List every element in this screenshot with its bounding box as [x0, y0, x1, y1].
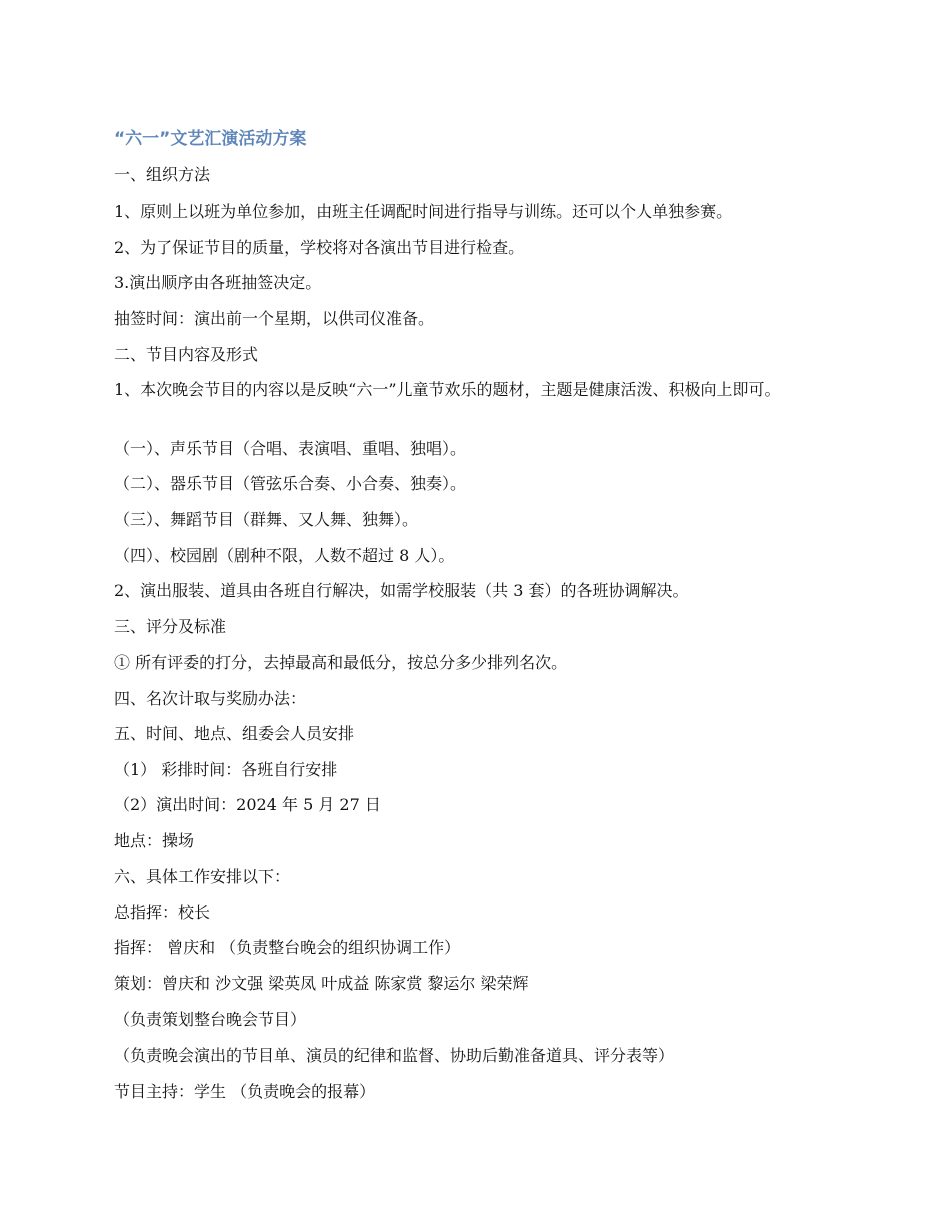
paragraph: 总指挥：校长 — [114, 903, 211, 922]
paragraph: 指挥： 曾庆和 （负责整台晚会的组织协调工作） — [114, 938, 461, 957]
list-item: （一）、声乐节目（合唱、表演唱、重唱、独唱）。 — [114, 439, 467, 458]
list-item: （2）演出时间：2024 年 5 月 27 日 — [114, 795, 381, 814]
section-heading-organization: 一、组织方法 — [114, 165, 211, 184]
document-title: “六一”文艺汇演活动方案 — [114, 129, 307, 149]
list-item: （1） 彩排时间：各班自行安排 — [114, 760, 338, 779]
paragraph: ① 所有评委的打分，去掉最高和最低分，按总分多少排列名次。 — [114, 653, 568, 672]
paragraph: 1、原则上以班为单位参加，由班主任调配时间进行指导与训练。还可以个人单独参赛。 — [114, 202, 733, 221]
section-heading-work-arrangement: 六、具体工作安排以下： — [114, 867, 291, 886]
list-item: （二）、器乐节目（管弦乐合奏、小合奏、独奏）。 — [114, 474, 467, 493]
paragraph-wrapped: 1、本次晚会节目的内容以是反映“六一”儿童节欢乐的题材，主题是健康活泼、积极向上即可。 — [114, 380, 781, 399]
paragraph: 策划：曾庆和 沙文强 梁英凤 叶成益 陈家赏 黎运尔 梁荣辉 — [114, 974, 529, 993]
section-heading-program-content: 二、节目内容及形式 — [114, 345, 259, 364]
list-item: （三）、舞蹈节目（群舞、又人舞、独舞）。 — [114, 510, 419, 529]
paragraph: 地点：操场 — [114, 831, 195, 850]
paragraph: （负责策划整台晚会节目） — [114, 1010, 307, 1029]
section-heading-scoring: 三、评分及标准 — [114, 617, 227, 636]
paragraph: 抽签时间：演出前一个星期，以供司仪准备。 — [114, 309, 435, 328]
section-heading-schedule: 五、时间、地点、组委会人员安排 — [114, 724, 355, 743]
section-heading-awards: 四、名次计取与奖励办法： — [114, 689, 307, 708]
paragraph: 3.演出顺序由各班抽签决定。 — [114, 273, 322, 292]
paragraph: 2、演出服装、道具由各班自行解决，如需学校服装（共 3 套）的各班协调解决。 — [114, 581, 689, 600]
paragraph: 2、为了保证节目的质量，学校将对各演出节目进行检查。 — [114, 238, 525, 257]
paragraph: 节目主持：学生 （负责晚会的报幕） — [114, 1082, 376, 1101]
paragraph: （负责晚会演出的节目单、演员的纪律和监督、协助后勤准备道具、评分表等） — [114, 1046, 675, 1065]
list-item: （四）、校园剧（剧种不限，人数不超过 8 人）。 — [114, 546, 455, 565]
